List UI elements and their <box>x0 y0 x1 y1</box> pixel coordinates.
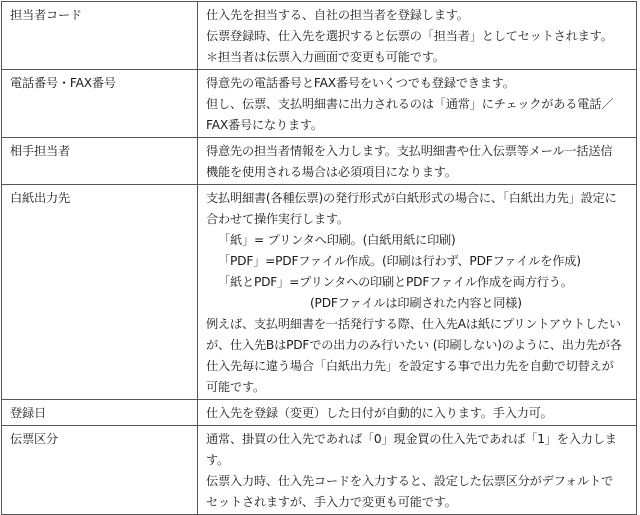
field-description-cell <box>198 70 637 138</box>
table-row <box>2 185 637 400</box>
description-line: 仕入先を登録（変更）した日付が自動的に入ります。手入力可。 <box>206 406 553 420</box>
description-line: 「紙」= プリンタへ印刷。(白紙用紙に印刷) <box>218 233 456 247</box>
table-row <box>2 400 637 426</box>
description-line: ＊担当者は伝票入力画面で変更も可能です。 <box>206 50 445 64</box>
description-line: が、仕入先BはPDFでの出力のみ行いたい (印刷しない)のように、出力先が各 <box>206 338 622 352</box>
description-line: 得意先の担当者情報を入力します。支払明細書や仕入伝票等メール一括送信 <box>206 144 613 158</box>
description-line: 仕入先毎に違う場合「白紙出力先」を設定する事で出力先を自動で切替えが <box>206 359 614 373</box>
field-name-cell <box>2 70 198 138</box>
table-row <box>2 138 637 185</box>
description-line: す。 <box>206 453 229 467</box>
field-description-table <box>1 1 637 515</box>
description-line: 伝票入力時、仕入先コードを入力すると、設定した伝票区分がデフォルトで <box>206 474 613 488</box>
description-line: 支払明細書(各種伝票)の発行形式が白紙形式の場合に、「白紙出力先」設定に <box>206 191 617 205</box>
field-name: 相手担当者 <box>10 144 70 158</box>
field-name: 電話番号・FAX番号 <box>10 76 116 90</box>
table-row <box>2 2 637 70</box>
table-row <box>2 426 637 515</box>
field-name-cell <box>2 426 198 515</box>
field-name-cell <box>2 2 198 70</box>
field-name-cell <box>2 185 198 400</box>
field-description-cell <box>198 185 637 400</box>
description-line: 機能を使用される場合は必須項目になります。 <box>206 165 457 179</box>
description-line: 但し、伝票、支払明細書に出力されるのは「通常」にチェックがある電話／ <box>206 97 614 111</box>
field-name: 担当者コード <box>10 8 82 22</box>
description-line: 合わせて操作実行します。 <box>206 212 349 226</box>
field-description-cell <box>198 400 637 426</box>
description-line: (PDFファイルは印刷された内容と同様) <box>310 296 522 310</box>
description-line: セットされますが、手入力で変更も可能です。 <box>206 495 457 509</box>
description-line: 「紙とPDF」=プリンタへの印刷とPDFファイル作成を両方行う。 <box>218 275 573 289</box>
field-name: 白紙出力先 <box>10 191 70 205</box>
description-line: 例えば、支払明細書を一括発行する際、仕入先Aは紙にプリントアウトしたい <box>206 317 621 331</box>
description-line: 伝票登録時、仕入先を選択すると伝票の「担当者」としてセットされます。 <box>206 29 613 43</box>
description-line: 「PDF」=PDFファイル作成。(印刷は行わず、PDFファイルを作成) <box>218 254 581 268</box>
description-line: 可能です。 <box>206 380 265 394</box>
field-description-cell <box>198 138 637 185</box>
field-name-cell <box>2 400 198 426</box>
field-description-cell <box>198 426 637 515</box>
field-name-cell <box>2 138 198 185</box>
description-line: 通常、掛買の仕入先であれば「0」現金買の仕入先であれば「1」を入力しま <box>206 432 617 446</box>
description-line: FAX番号になります。 <box>206 118 323 132</box>
field-name: 登録日 <box>10 406 46 420</box>
table-row <box>2 70 637 138</box>
field-description-cell <box>198 2 637 70</box>
description-line: 得意先の電話番号とFAX番号をいくつでも登録できます。 <box>206 76 515 90</box>
description-line: 仕入先を担当する、自社の担当者を登録します。 <box>206 8 469 22</box>
field-name: 伝票区分 <box>10 432 58 446</box>
